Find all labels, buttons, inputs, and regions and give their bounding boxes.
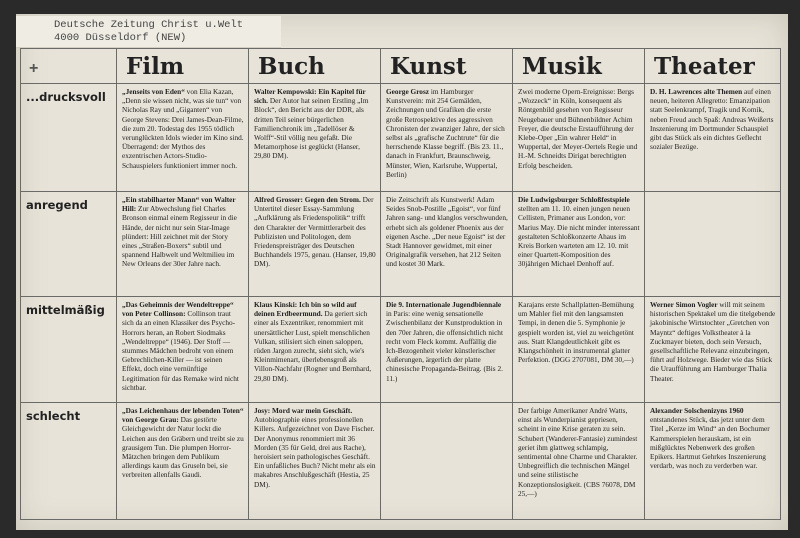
review-title: „Das Geheimnis der Wendeltreppe“ von Peter Collinson: bbox=[122, 300, 234, 319]
review-title: D. H. Lawrences alte Themen bbox=[650, 87, 743, 96]
column-header-musik: Musik bbox=[513, 49, 645, 84]
rating-row-mittelmaessig bbox=[21, 297, 781, 403]
review-cell bbox=[645, 192, 781, 297]
row-label: ...drucksvoll bbox=[21, 84, 117, 192]
review-cell bbox=[117, 297, 249, 403]
review-title: Walter Kempowski: Ein Kapitel für sich. bbox=[254, 87, 366, 106]
review-text: Zwei moderne Opern-Ereignisse: Bergs „Wozzeck“ in Köln, konsequent als Röntgenbild gesehen von Regisseur Neugebauer und Bühnenbildner Achim Freyer, die deutsche Erstaufführung der Klebe-Oper „Ein wahrer Held“ in Wuppertal, der Meyer-Oertels Regie und H.-M. Schneidts Dirigat berechtigten Erfolg bescheiden. bbox=[518, 87, 638, 170]
column-header-film: Film bbox=[117, 49, 249, 84]
review-cell bbox=[513, 403, 645, 520]
review-cell bbox=[381, 84, 513, 192]
rating-row-anregend bbox=[21, 192, 781, 297]
review-cell bbox=[645, 403, 781, 520]
review-text: Das gestörte Gleichgewicht der Natur lockt die Leichen aus den Gräbern und treibt sie zu grausigem Tun. Die plumpen Horror-Mätzchen bringen dem Publikum allerdings kaum das Gruseln bei, sie verbreiten allenfalls Gaudi. bbox=[122, 415, 244, 480]
review-cell bbox=[645, 297, 781, 403]
review-title: „Jenseits von Eden“ bbox=[122, 87, 185, 96]
review-title: Alexander Solschenizyns 1960 bbox=[650, 406, 744, 415]
review-title: Klaus Kinski: Ich bin so wild auf deinen Erdbeermund. bbox=[254, 300, 357, 319]
stamp-line-1: Deutsche Zeitung Christ u.Welt bbox=[54, 19, 244, 31]
column-header-buch: Buch bbox=[249, 49, 381, 84]
review-text: Da geriert sich einer als Exzentriker, renommiert mit unersättlicher Lust, spielt menschlichen Vulkan, stilisiert sich einen saloppen, rüden Jargon zurecht, sieht sich, wie's Kleinmimenart, überlebensgroß als Villon-Nachfahr (Rogner und Bernhard, 29,80 DM). bbox=[254, 309, 372, 383]
rating-row-eindrucksvoll bbox=[21, 84, 781, 192]
row-label: anregend bbox=[21, 192, 117, 297]
review-cell bbox=[117, 403, 249, 520]
review-text: Der farbige Amerikaner André Watts, einst als Wunderpianist gepriesen, scheint in eine Krise geraten zu sein. Schubert (Wanderer-Fantasie) zumindest geriet ihm glattweg schlampig, sentimental ohne Charme und Charakter. Unbegreiflich die technischen Mängel und seine stilistische Konzeptionslosigkeit. (CBS 76078, DM 25,—) bbox=[518, 406, 638, 498]
header-row bbox=[21, 49, 781, 84]
corner-cell bbox=[21, 49, 117, 84]
review-title: Die Ludwigsburger Schloßfestspiele bbox=[518, 195, 630, 204]
review-text: Der Untertitel dieser Essay-Sammlung „Aufklärung als Friedenspolitik“ trifft den Charakter der Vermittlerarbeit des Publizisten und Politologen, dem Friedenspreisträger des Deutschen Buchhandels 1975, genau. (Hanser, 19,80 DM). bbox=[254, 195, 376, 269]
review-cell bbox=[513, 297, 645, 403]
review-cell bbox=[513, 192, 645, 297]
review-text: will mit seinem historischen Spektakel um die titelgebende jakobinische Wirtstochter „Gretchen von Mayntz“ deftiges Volkstheater à la Zuckmayer bieten, doch sein Versuch, gesellschaftliche Relevanz einzubringen, führt auf Holzwege. Bieder wie das Stück die Uraufführung am Hamburger Thalia Theater. bbox=[650, 300, 776, 383]
review-text: Autobiographie eines professionellen Killers. Aufgezeichnet von Dave Fischer. Der Anonymus renommiert mit 36 Morden (35 für Geld, drei aus Rache), heroisiert sein pathologisches Geschäft. Ein unfaßliches Buch? Nicht mehr als ein makabres Anschlußgeschäft (Hestia, 25 DM). bbox=[254, 415, 376, 489]
review-text: von Elia Kazan, „Denn sie wissen nicht, was sie tun“ von Nicholas Ray und „Giganten“ von George Stevens: Drei James-Dean-Filme, die zum 20. Todestag des 1955 tödlich verunglückten Idols wieder im Kino sind. Überragend: der Mythos des exzentrischen Actors-Studio-Schauspielers funktioniert immer noch. bbox=[122, 87, 244, 170]
rating-row-schlecht bbox=[21, 403, 781, 520]
review-cell bbox=[117, 192, 249, 297]
column-header-kunst: Kunst bbox=[381, 49, 513, 84]
rating-grid bbox=[20, 48, 781, 520]
row-label: mittelmäßig bbox=[21, 297, 117, 403]
review-text: entstandenes Stück, das jetzt unter dem Titel „Kerze im Wind“ an den Bochumer Kammerspielen herauskam, ist ein mißglücktes Nebenwerk des großen Epikers. Hartmut Gehrkes Inszenierung verdarb, was noch zu verderben war. bbox=[650, 415, 770, 471]
review-cell bbox=[513, 84, 645, 192]
review-title: „Ein stabilharter Mann“ von Walter Hill: bbox=[122, 195, 236, 214]
review-text: Der Autor hat seinen Erstling „Im Block“, den Bericht aus der DDR, als dritten Teil seiner bürgerlichen Familienchronik im „Tadellöser & Wolff“-Stil völlig neu gefaßt. Die Metamorphose ist geglückt (Hanser, 29,80 DM). bbox=[254, 96, 369, 161]
source-stamp bbox=[16, 16, 281, 48]
review-cell bbox=[645, 84, 781, 192]
review-text: Die Zeitschrift als Kunstwerk! Adam Seides Snob-Postille „Egoist“, vor fünf Jahren sang- und klanglos verschwunden, erhebt sich als goldener Phoenix aus der eigenen Asche. „Der neue Egoist“ ist der Stadt Hannover gewidmet, mit einer Originalgrafik versehen, hat 212 Seiten und kostet 30 Mark. bbox=[386, 195, 508, 269]
review-text: Karajans erste Schallplatten-Bemühung um Mahler fiel mit den langsamsten Tempi, in denen die 5. Symphonie je gespielt worden ist, viel zu weichgetönt aus. Statt Klangdeutlichkeit gibt es Klangschönheit in instrumental glatter Perfektion. (DGG 2707081, DM 30,—) bbox=[518, 300, 634, 365]
review-text: auf einen neuen, heiteren Allegretto: Emanzipation statt Seelenkrampf, Tragik und Komik, neben Freud auch Spaß: Andreas Weißerts Inszenierung im Dortmunder Schauspiel gibt das Stück als ein dichtes Geflecht sozialer Bezüge. bbox=[650, 87, 774, 152]
review-text: Zur Abwechslung fiel Charles Bronson einmal einem Regisseur in die Hände, der nicht nur sein Star-Image plündert: Hill zeichnet mit der Story eines „Straßen-Boxers“ subtil und spannend Halbwelt und Weltmilieu im New Orleans der 30er Jahre nach. bbox=[122, 204, 237, 269]
review-cell bbox=[117, 84, 249, 192]
review-cell bbox=[249, 403, 381, 520]
review-title: „Das Leichenhaus der lebenden Toten“ von George Grau: bbox=[122, 406, 244, 425]
review-cell bbox=[249, 192, 381, 297]
review-text: stellten am 11. 10. einen jungen neuen Cellisten, Primaner aus London, vor: Marius May. Die nicht minder interessant gestalteten Schloßkonzerte Ahaus im Kreis Borken warteten am 12. 10. mit einer Quartett-Komposition des 30jährigen Michael Denhoff auf. bbox=[518, 204, 640, 269]
review-title: George Grosz bbox=[386, 87, 430, 96]
review-title: Alfred Grosser: Gegen den Strom. bbox=[254, 195, 361, 204]
stamp-line-2: 4000 Düsseldorf (NEW) bbox=[54, 32, 187, 44]
review-cell bbox=[249, 84, 381, 192]
review-text: Collinson traut sich da an einen Klassiker des Psycho-Horrors heran, an Robert Siodmaks „Wendeltreppe“ (1946). Der Stoff — stummes Mädchen bedroht von einem Gebrechlichen-Killer — ist seinen Effekt, doch eine vernünftige Legitimation für das Remake wird nicht sichtbar. bbox=[122, 309, 239, 392]
review-text: in Paris: eine wenig sensationelle Zwischenbilanz der Kunstproduktion in den 70er Jahren, die offensichtlich nicht recht vom Fleck kommt. Auffällig die Ich-Bezogenheit vieler künstlerischer Äußerungen, ärgerlich der platte chinesische Propaganda-Beitrag. (Bis 2. 11.) bbox=[386, 309, 503, 383]
review-cell bbox=[249, 297, 381, 403]
review-cell bbox=[381, 403, 513, 520]
corner-mark: + bbox=[29, 60, 39, 77]
review-title: Werner Simon Vogler bbox=[650, 300, 718, 309]
review-text: im Hamburger Kunstverein: mit 254 Gemälden, Zeichnungen und Grafiken die erste große Retrospektive des aggressiven Chronisten der zwanziger Jahre, der sich selbst als „grafische Zuchtrute“ für die herrschende Klasse begriff. (Bis 23. 11., danach in Frankfurt, Braunschweig, Münster, Wien, Karlsruhe, Wuppertal, Berlin) bbox=[386, 87, 505, 179]
review-title: Josy: Mord war mein Geschäft. bbox=[254, 406, 353, 415]
column-header-theater: Theater bbox=[645, 49, 781, 84]
review-cell bbox=[381, 192, 513, 297]
review-title: Die 9. Internationale Jugendbiennale bbox=[386, 300, 502, 309]
review-cell bbox=[381, 297, 513, 403]
row-label: schlecht bbox=[21, 403, 117, 520]
